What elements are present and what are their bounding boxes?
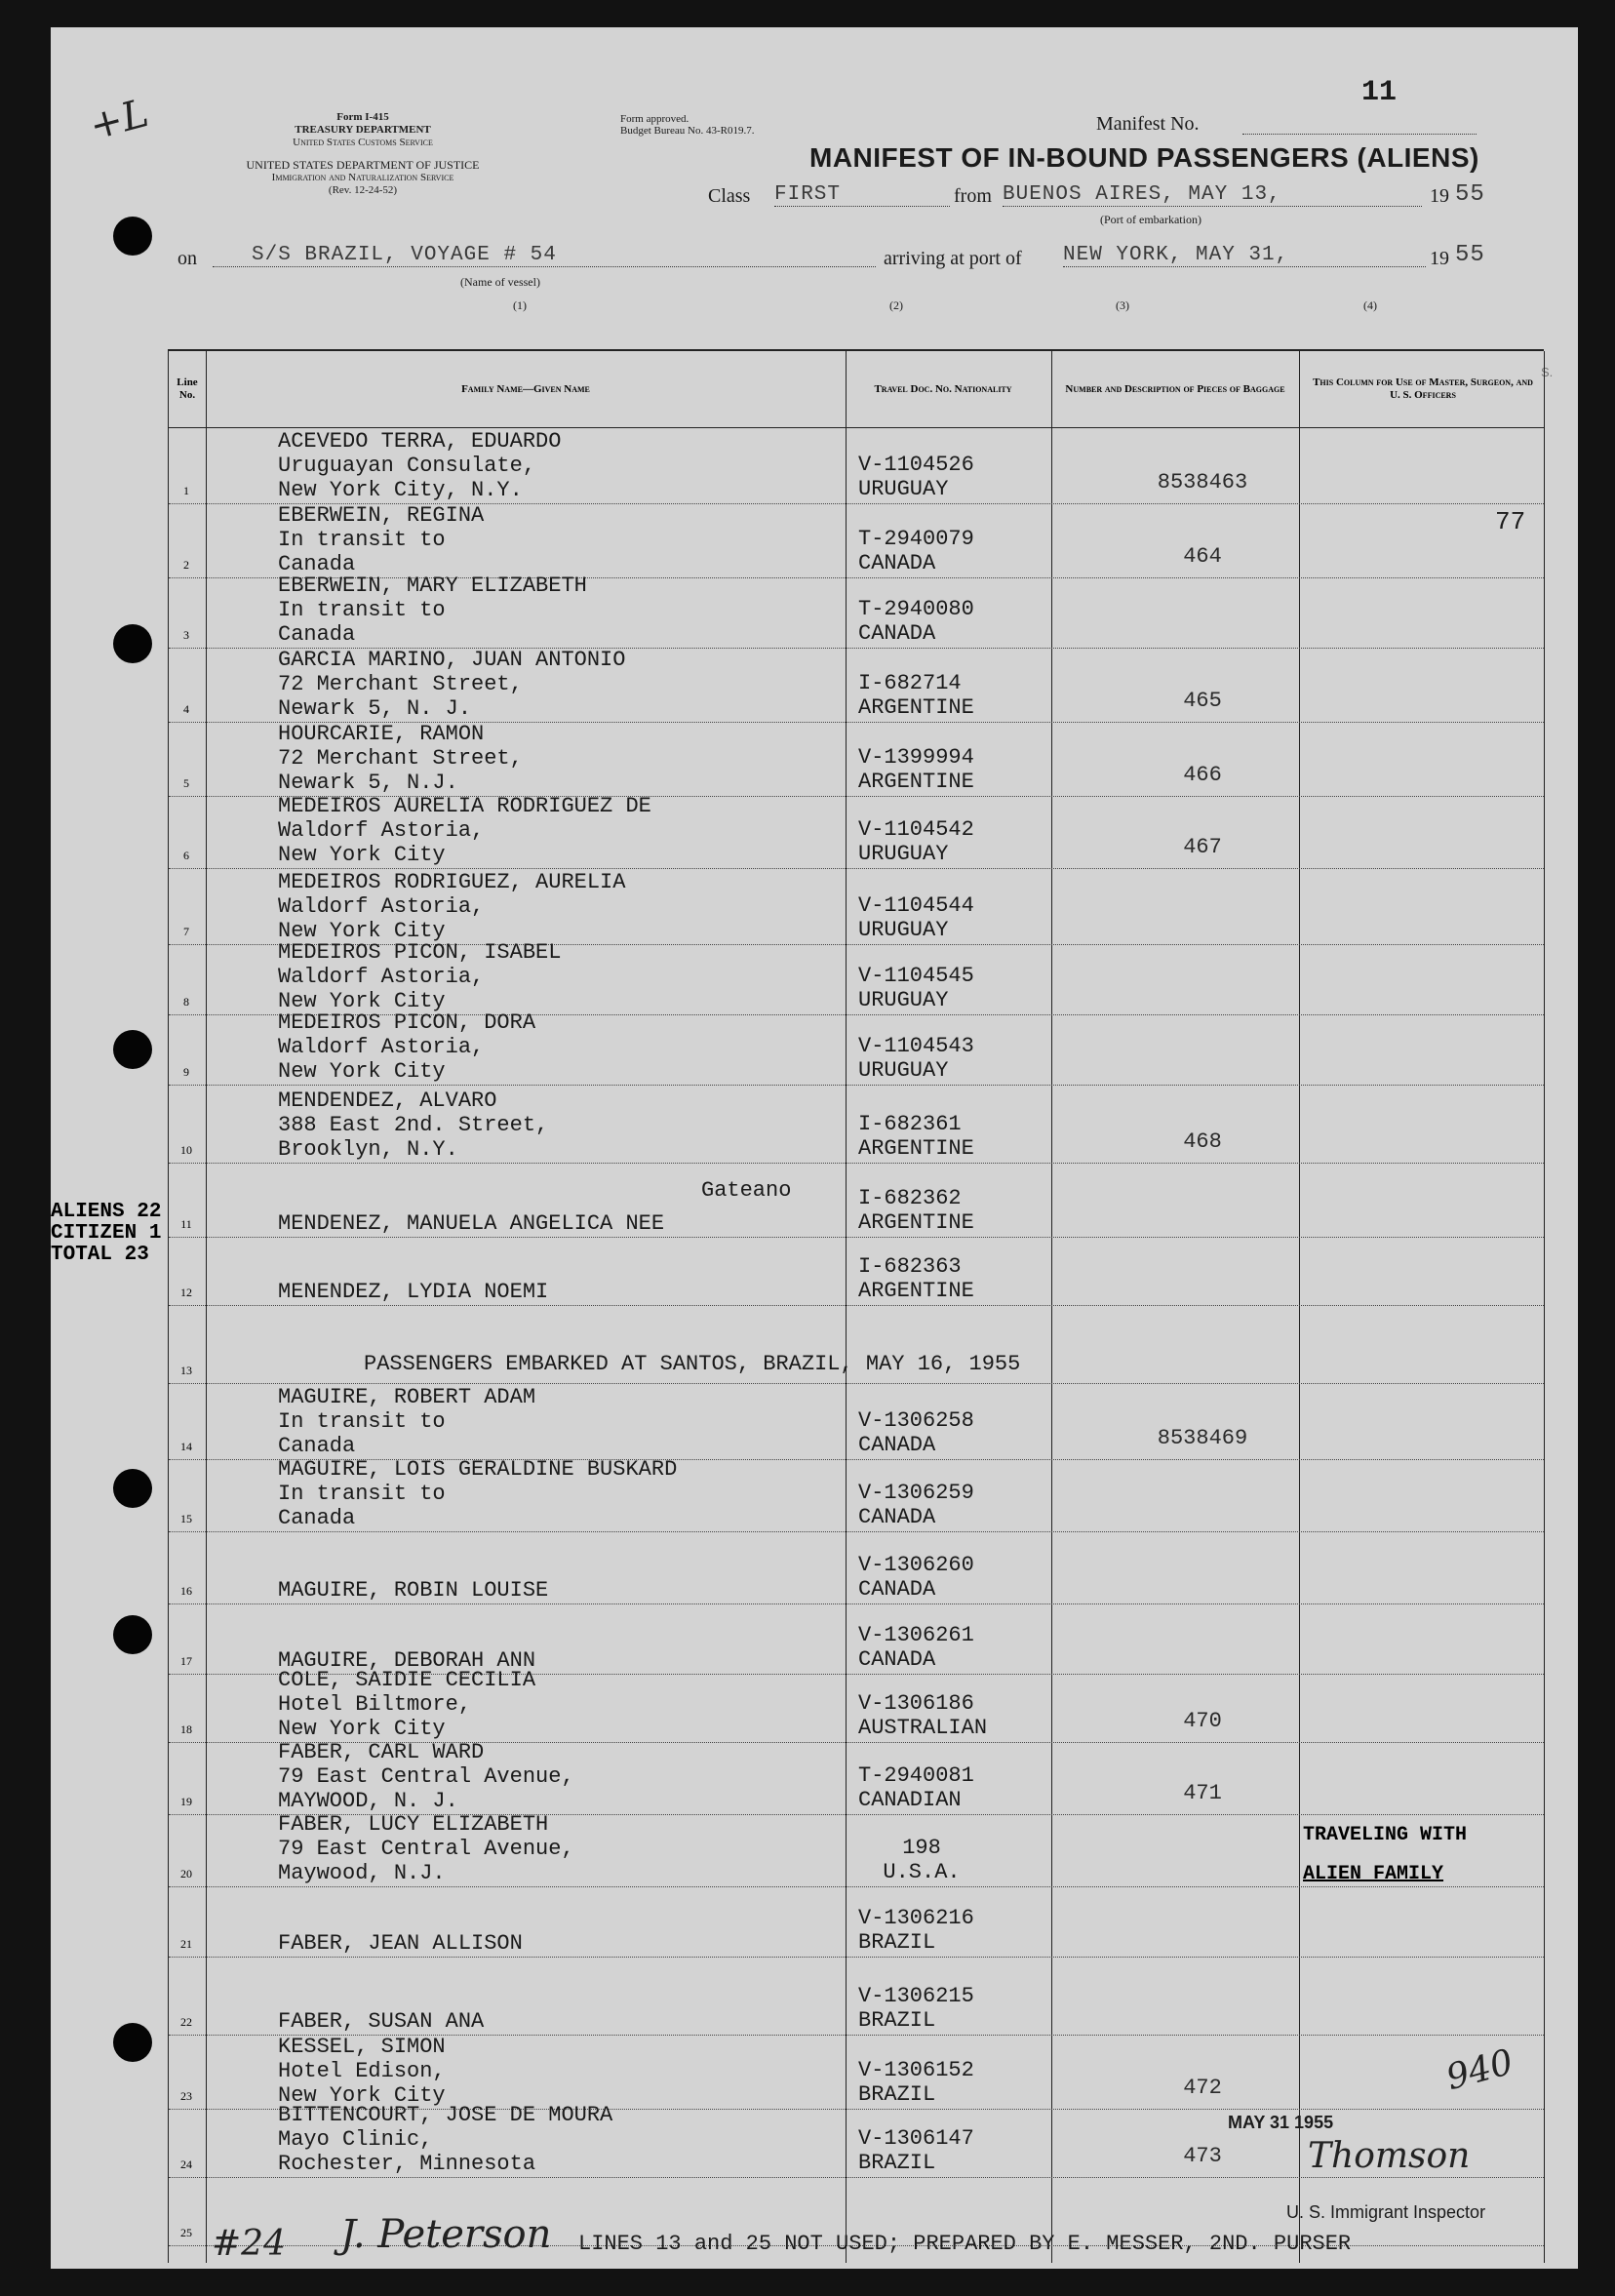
table-row bbox=[169, 722, 1544, 797]
name-line: Newark 5, N.J. bbox=[278, 771, 458, 795]
traveling-note-line-1: TRAVELING WITH bbox=[1303, 1824, 1468, 1846]
col-header-baggage: Number and Description of Pieces of Baggage bbox=[1065, 382, 1285, 395]
name-line: New York City, N.Y. bbox=[278, 478, 523, 502]
arriving-value: NEW YORK, MAY 31, bbox=[1063, 244, 1426, 267]
nationality: ARGENTINE bbox=[858, 1279, 974, 1303]
doc-number: V-1104543 bbox=[858, 1034, 974, 1058]
footer-hand-number: #24 bbox=[212, 2224, 286, 2264]
stamp-date: MAY 31 1955 bbox=[1228, 2113, 1334, 2132]
name-line: MAGUIRE, LOIS GERALDINE BUSKARD bbox=[278, 1457, 678, 1482]
doc-number: I-682362 bbox=[858, 1186, 962, 1210]
passenger-table bbox=[168, 349, 1544, 2263]
traveling-note bbox=[1303, 1816, 1467, 1894]
baggage-number: 468 bbox=[1183, 1129, 1222, 1154]
name-line: GARCIA MARINO, JUAN ANTONIO bbox=[278, 648, 626, 672]
doc-number: V-1104542 bbox=[858, 817, 974, 842]
name-line: Hotel Biltmore, bbox=[278, 1692, 472, 1717]
passenger-name-address bbox=[278, 429, 561, 502]
baggage-number: 8538463 bbox=[1157, 470, 1248, 495]
from-label: from bbox=[954, 185, 992, 207]
name-line: Canada bbox=[278, 552, 356, 576]
name-line: EBERWEIN, REGINA bbox=[278, 503, 485, 528]
passenger-name-address bbox=[278, 1010, 535, 1084]
passenger-name-address bbox=[278, 1385, 535, 1458]
header-divider bbox=[169, 427, 1544, 428]
nationality: URUGUAY bbox=[858, 1058, 949, 1083]
passenger-name-address bbox=[278, 648, 625, 721]
travel-doc bbox=[858, 2126, 974, 2175]
travel-doc bbox=[858, 1836, 985, 1884]
baggage-number: 470 bbox=[1183, 1709, 1222, 1733]
line-number: 3 bbox=[183, 628, 189, 642]
name-line bbox=[278, 1960, 484, 1985]
nationality: ARGENTINE bbox=[858, 1136, 974, 1161]
name-line: In transit to bbox=[278, 1409, 446, 1434]
doc-number: V-1306152 bbox=[858, 2058, 974, 2082]
inspector-label: U. S. Immigrant Inspector bbox=[1286, 2202, 1486, 2222]
arriving-label: arriving at port of bbox=[884, 248, 1022, 269]
name-line: Newark 5, N. J. bbox=[278, 696, 472, 721]
table-row bbox=[169, 2035, 1544, 2110]
nationality: CANADA bbox=[858, 551, 936, 575]
doc-number: V-1306258 bbox=[858, 1408, 974, 1433]
doc-number: V-1104526 bbox=[858, 453, 974, 477]
line-number: 8 bbox=[183, 995, 189, 1009]
name-line: MENENDEZ, LYDIA NOEMI bbox=[278, 1280, 549, 1304]
col-header-officers: This Column for Use of Master, Surgeon, and U. S. Officers bbox=[1313, 376, 1533, 401]
from-year: 55 bbox=[1455, 181, 1485, 208]
baggage-number: 465 bbox=[1183, 689, 1222, 713]
name-line: MAYWOOD, N. J. bbox=[278, 1789, 458, 1813]
table-row bbox=[169, 796, 1544, 869]
form-number: Form I-415 bbox=[336, 111, 389, 123]
edge-mark: S. bbox=[1541, 365, 1554, 379]
nationality: BRAZIL bbox=[858, 1930, 936, 1955]
name-line: MEDEIROS PICON, DORA bbox=[278, 1010, 536, 1035]
name-line: 388 East 2nd. Street, bbox=[278, 1113, 549, 1137]
table-row bbox=[169, 1010, 1544, 1086]
travel-doc bbox=[858, 1112, 974, 1161]
punch-hole bbox=[113, 217, 152, 256]
name-line bbox=[278, 1163, 664, 1187]
table-row bbox=[169, 1383, 1544, 1460]
travel-doc bbox=[858, 1906, 974, 1955]
travel-doc bbox=[858, 1034, 974, 1083]
name-line: New York City bbox=[278, 989, 446, 1013]
travel-doc bbox=[858, 1623, 974, 1672]
form-approved-label: Form approved. bbox=[620, 113, 689, 125]
baggage-number: 8538469 bbox=[1157, 1426, 1248, 1450]
row-11-annotation: Gateano bbox=[701, 1178, 792, 1203]
name-line: FABER, JEAN ALLISON bbox=[278, 1931, 523, 1956]
name-line: MENDENDEZ, ALVARO bbox=[278, 1089, 497, 1113]
name-line bbox=[278, 1231, 548, 1255]
baggage-number: 473 bbox=[1183, 2144, 1222, 2168]
from-year-prefix: 19 bbox=[1430, 185, 1449, 207]
name-line: FABER, CARL WARD bbox=[278, 1740, 485, 1764]
travel-doc bbox=[858, 1763, 974, 1812]
class-value: FIRST bbox=[774, 183, 950, 207]
manifest-page bbox=[51, 27, 1578, 2269]
line-number: 11 bbox=[180, 1217, 192, 1231]
line-number: 13 bbox=[180, 1364, 192, 1377]
page-number: 11 bbox=[1361, 76, 1398, 109]
name-line bbox=[278, 1985, 484, 2009]
doc-number: I-682714 bbox=[858, 671, 962, 695]
name-line: New York City bbox=[278, 919, 446, 943]
nationality: URUGUAY bbox=[858, 988, 949, 1012]
doc-number: T-2940080 bbox=[858, 597, 974, 621]
doc-number: V-1306216 bbox=[858, 1906, 974, 1930]
from-value: BUENOS AIRES, MAY 13, bbox=[1003, 183, 1422, 207]
line-number: 20 bbox=[180, 1867, 192, 1880]
passenger-name-address bbox=[278, 574, 587, 647]
col-header-name: Family Name—Given Name bbox=[461, 382, 590, 395]
tally-box bbox=[51, 1202, 161, 1266]
name-line: New York City bbox=[278, 1059, 446, 1084]
revision-label: (Rev. 12-24-52) bbox=[328, 184, 398, 196]
port-caption: (Port of embarkation) bbox=[1100, 213, 1201, 226]
baggage-number: 472 bbox=[1183, 2076, 1222, 2100]
name-line: Uruguayan Consulate, bbox=[278, 454, 536, 478]
doc-number: V-1306215 bbox=[858, 1984, 974, 2008]
travel-doc bbox=[858, 1553, 974, 1602]
name-line bbox=[278, 1255, 548, 1280]
table-row bbox=[169, 868, 1544, 945]
line-number: 17 bbox=[180, 1654, 192, 1668]
name-line: HOURCARIE, RAMON bbox=[278, 722, 485, 746]
passenger-name-address bbox=[278, 1231, 548, 1304]
table-row bbox=[169, 1085, 1544, 1164]
name-line: ACEVEDO TERRA, EDUARDO bbox=[278, 429, 562, 454]
nationality: URUGUAY bbox=[858, 842, 949, 866]
line-number: 16 bbox=[180, 1584, 192, 1598]
table-row bbox=[169, 648, 1544, 723]
passenger-name-address bbox=[278, 503, 484, 576]
name-line: KESSEL, SIMON bbox=[278, 2035, 446, 2059]
line-number: 12 bbox=[180, 1286, 192, 1299]
baggage-number: 466 bbox=[1183, 763, 1222, 787]
doc-number: V-1306259 bbox=[858, 1481, 974, 1505]
name-line: Mayo Clinic, bbox=[278, 2127, 433, 2152]
name-line: FABER, SUSAN ANA bbox=[278, 2009, 485, 2034]
vessel-value: S/S BRAZIL, VOYAGE # 54 bbox=[213, 244, 876, 267]
punch-hole bbox=[113, 1030, 152, 1069]
name-line bbox=[278, 1624, 535, 1648]
name-line bbox=[278, 1554, 548, 1578]
tally-total: TOTAL 23 bbox=[51, 1244, 149, 1266]
table-row bbox=[169, 1742, 1544, 1815]
customs-label: United States Customs Service bbox=[293, 137, 433, 148]
col-num-1: (1) bbox=[513, 298, 527, 312]
line-number: 10 bbox=[180, 1143, 192, 1157]
line-number: 21 bbox=[180, 1937, 192, 1951]
col-divider bbox=[1544, 351, 1545, 2263]
punch-hole bbox=[113, 1469, 152, 1508]
doc-number: V-1104544 bbox=[858, 893, 974, 918]
name-line: New York City bbox=[278, 2083, 446, 2108]
table-row bbox=[169, 1237, 1544, 1306]
nationality: CANADA bbox=[858, 1647, 936, 1672]
line-number: 18 bbox=[180, 1722, 192, 1736]
col-num-3: (3) bbox=[1116, 298, 1129, 312]
col-num-2: (2) bbox=[889, 298, 903, 312]
nationality: URUGUAY bbox=[858, 918, 949, 942]
table-row bbox=[169, 503, 1544, 578]
name-line: FABER, LUCY ELIZABETH bbox=[278, 1812, 549, 1837]
nationality: URUGUAY bbox=[858, 477, 949, 501]
name-line: Waldorf Astoria, bbox=[278, 894, 485, 919]
manifest-title: MANIFEST OF IN-BOUND PASSENGERS (ALIENS) bbox=[809, 142, 1479, 173]
nationality: CANADA bbox=[858, 1577, 936, 1602]
passenger-name-address bbox=[278, 1740, 574, 1813]
name-line bbox=[278, 1529, 548, 1554]
passenger-name-address bbox=[278, 2035, 446, 2108]
name-line: Canada bbox=[278, 1506, 356, 1530]
line-number: 5 bbox=[183, 776, 189, 790]
doc-number: I-682361 bbox=[858, 1112, 962, 1136]
passenger-name-address bbox=[278, 794, 651, 867]
travel-doc bbox=[858, 745, 974, 794]
travel-doc bbox=[858, 1984, 974, 2033]
passenger-name-address bbox=[278, 1457, 677, 1530]
on-label: on bbox=[177, 248, 197, 269]
table-row bbox=[169, 1668, 1544, 1743]
punch-hole bbox=[113, 2023, 152, 2062]
tally-citizen: CITIZEN 1 bbox=[51, 1222, 162, 1245]
punch-hole bbox=[113, 1615, 152, 1654]
line-number: 19 bbox=[180, 1795, 192, 1808]
name-line: 72 Merchant Street, bbox=[278, 672, 523, 696]
name-line: Brooklyn, N.Y. bbox=[278, 1137, 458, 1162]
passenger-name-address bbox=[278, 722, 523, 795]
col-num-4: (4) bbox=[1363, 298, 1377, 312]
name-line: MEDEIROS AURELIA RODRIGUEZ DE bbox=[278, 794, 651, 818]
travel-doc bbox=[858, 1691, 987, 1740]
baggage-number: 467 bbox=[1183, 835, 1222, 859]
table-row bbox=[169, 1957, 1544, 2036]
passenger-name-address bbox=[278, 1960, 484, 2034]
nationality: ARGENTINE bbox=[858, 770, 974, 794]
row-2-officer-mark: 77 bbox=[1495, 507, 1526, 536]
baggage-number: 464 bbox=[1183, 544, 1222, 569]
justice-label: UNITED STATES DEPARTMENT OF JUSTICE bbox=[246, 158, 480, 172]
name-line: MEDEIROS RODRIGUEZ, AURELIA bbox=[278, 870, 626, 894]
name-line: EBERWEIN, MARY ELIZABETH bbox=[278, 574, 587, 598]
doc-number: V-1306260 bbox=[858, 1553, 974, 1577]
travel-doc bbox=[858, 817, 974, 866]
traveling-note-line-2: ALIEN FAMILY bbox=[1303, 1863, 1444, 1885]
doc-number: T-2940081 bbox=[858, 1763, 974, 1788]
table-row bbox=[169, 1163, 1544, 1238]
name-line: MAGUIRE, DEBORAH ANN bbox=[278, 1648, 536, 1673]
col-header-doc: Travel Doc. No. Nationality bbox=[874, 382, 1012, 395]
nationality: CANADA bbox=[858, 1505, 936, 1529]
passenger-name-address bbox=[278, 1529, 548, 1603]
passenger-name-address bbox=[278, 1089, 548, 1162]
line-number: 23 bbox=[180, 2089, 192, 2103]
doc-number: V-1306261 bbox=[858, 1623, 974, 1647]
vessel-caption: (Name of vessel) bbox=[460, 275, 540, 289]
travel-doc bbox=[858, 527, 974, 575]
travel-doc bbox=[858, 1254, 974, 1303]
name-line: 72 Merchant Street, bbox=[278, 746, 523, 771]
ins-label: Immigration and Naturalization Service bbox=[271, 172, 454, 183]
table-row bbox=[169, 429, 1544, 504]
passenger-name-address bbox=[278, 1163, 664, 1236]
passenger-name-address bbox=[278, 1600, 535, 1673]
name-line: Waldorf Astoria, bbox=[278, 1035, 485, 1059]
line-number: 4 bbox=[183, 702, 189, 716]
santos-section-heading: PASSENGERS EMBARKED AT SANTOS, BRAZIL, MAY 16, 1955 bbox=[364, 1352, 1021, 1376]
name-line bbox=[278, 1600, 535, 1624]
line-number: 9 bbox=[183, 1065, 189, 1079]
form-approved bbox=[620, 113, 754, 137]
passenger-name-address bbox=[278, 1882, 523, 1956]
name-line: In transit to bbox=[278, 1482, 446, 1506]
name-line: In transit to bbox=[278, 598, 446, 622]
doc-number: T-2940079 bbox=[858, 527, 974, 551]
name-line: New York City bbox=[278, 843, 446, 867]
footer-note: LINES 13 and 25 NOT USED; PREPARED BY E. MESSER, 2ND. PURSER bbox=[578, 2232, 1352, 2256]
line-number: 7 bbox=[183, 925, 189, 938]
arriving-year-prefix: 19 bbox=[1430, 248, 1449, 269]
name-line: 79 East Central Avenue, bbox=[278, 1837, 574, 1861]
name-line: Rochester, Minnesota bbox=[278, 2152, 536, 2176]
col-header-line: Line No. bbox=[177, 376, 198, 401]
line-number: 22 bbox=[180, 2015, 192, 2029]
doc-number: I-682363 bbox=[858, 1254, 962, 1279]
nationality: CANADA bbox=[858, 621, 936, 646]
name-line: BITTENCOURT, JOSE DE MOURA bbox=[278, 2103, 613, 2127]
line-number: 2 bbox=[183, 558, 189, 572]
treasury-label: TREASURY DEPARTMENT bbox=[295, 124, 431, 136]
name-line: MAGUIRE, ROBIN LOUISE bbox=[278, 1578, 549, 1603]
nationality: CANADIAN bbox=[858, 1788, 962, 1812]
travel-doc bbox=[858, 2058, 974, 2107]
doc-number: V-1306147 bbox=[858, 2126, 974, 2151]
nationality: BRAZIL bbox=[858, 2008, 936, 2033]
passenger-name-address bbox=[278, 870, 625, 943]
travel-doc bbox=[858, 893, 974, 942]
name-line: In transit to bbox=[278, 528, 446, 552]
table-row bbox=[169, 1603, 1544, 1675]
punch-hole bbox=[113, 624, 152, 663]
name-line bbox=[278, 1882, 523, 1907]
passenger-name-address bbox=[278, 1668, 535, 1741]
travel-doc bbox=[858, 1481, 974, 1529]
passenger-name-address bbox=[278, 2103, 612, 2176]
name-line: Waldorf Astoria, bbox=[278, 818, 485, 843]
travel-doc bbox=[858, 1408, 974, 1457]
name-line: COLE, SAIDIE CECILIA bbox=[278, 1668, 536, 1692]
nationality: BRAZIL bbox=[858, 2151, 936, 2175]
nationality: BRAZIL bbox=[858, 2082, 936, 2107]
name-line: Hotel Edison, bbox=[278, 2059, 446, 2083]
nationality: ARGENTINE bbox=[858, 695, 974, 720]
travel-doc bbox=[858, 671, 974, 720]
inspector-signature: Thomson bbox=[1308, 2136, 1471, 2176]
class-label: Class bbox=[708, 185, 751, 207]
nationality: CANADA bbox=[858, 1433, 936, 1457]
name-line: Canada bbox=[278, 1434, 356, 1458]
table-row bbox=[169, 1886, 1544, 1958]
doc-number: V-1104545 bbox=[858, 964, 974, 988]
passenger-name-address bbox=[278, 940, 561, 1013]
table-row bbox=[169, 1459, 1544, 1532]
baggage-number: 471 bbox=[1183, 1781, 1222, 1805]
doc-number: 198 bbox=[902, 1836, 941, 1860]
doc-number: V-1306186 bbox=[858, 1691, 974, 1716]
travel-doc bbox=[858, 964, 974, 1012]
travel-doc bbox=[858, 597, 974, 646]
agency-block bbox=[158, 111, 568, 197]
name-line: Waldorf Astoria, bbox=[278, 965, 485, 989]
nationality: AUSTRALIAN bbox=[858, 1716, 988, 1740]
name-line: MEDEIROS PICON, ISABEL bbox=[278, 940, 562, 965]
footer-signature: J. Peterson bbox=[340, 2212, 552, 2257]
budget-label: Budget Bureau No. 43-R019.7. bbox=[620, 125, 755, 137]
travel-doc bbox=[858, 453, 974, 501]
line-number: 25 bbox=[180, 2226, 192, 2239]
name-line: New York City bbox=[278, 1717, 446, 1741]
name-line: MENDENEZ, MANUELA ANGELICA NEE bbox=[278, 1211, 665, 1236]
passenger-name-address bbox=[278, 1812, 574, 1885]
corner-mark: +L bbox=[85, 91, 154, 149]
line-number: 1 bbox=[183, 484, 189, 497]
line-number: 6 bbox=[183, 849, 189, 862]
table-row bbox=[169, 940, 1544, 1015]
line-number: 14 bbox=[180, 1440, 192, 1453]
arriving-year: 55 bbox=[1455, 242, 1485, 268]
nationality: ARGENTINE bbox=[858, 1210, 974, 1235]
manifest-no-label: Manifest No. bbox=[1096, 113, 1200, 135]
table-row bbox=[169, 1531, 1544, 1604]
name-line: Canada bbox=[278, 622, 356, 647]
initials-940: 940 bbox=[1441, 2041, 1517, 2099]
nationality: U.S.A. bbox=[883, 1860, 961, 1884]
name-line: 79 East Central Avenue, bbox=[278, 1764, 574, 1789]
name-line: MAGUIRE, ROBERT ADAM bbox=[278, 1385, 536, 1409]
tally-aliens: ALIENS 22 bbox=[51, 1201, 162, 1223]
line-number: 24 bbox=[180, 2157, 192, 2171]
name-line: Maywood, N.J. bbox=[278, 1861, 446, 1885]
table-row bbox=[169, 574, 1544, 649]
name-line bbox=[278, 1907, 523, 1931]
manifest-no-field bbox=[1242, 133, 1477, 135]
line-number: 15 bbox=[180, 1512, 192, 1525]
travel-doc bbox=[858, 1186, 974, 1235]
doc-number: V-1399994 bbox=[858, 745, 974, 770]
name-line bbox=[278, 1187, 664, 1211]
